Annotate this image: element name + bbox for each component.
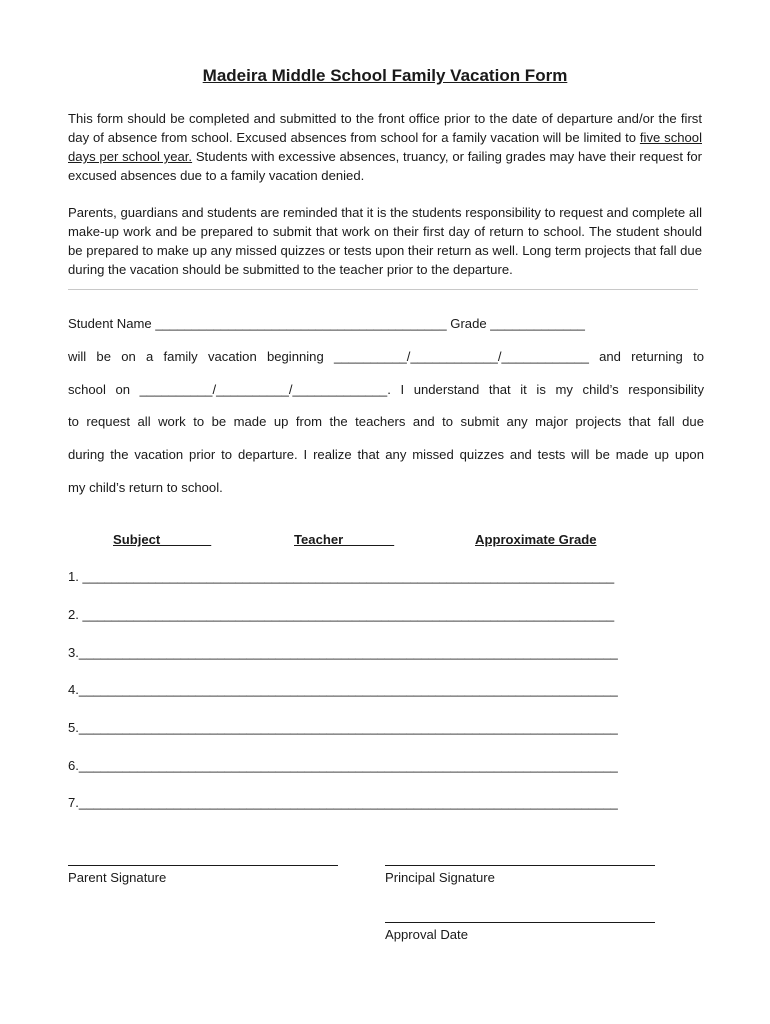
subject-row-1[interactable]: 1. _________________________________________________________________________ <box>68 569 615 584</box>
column-header-subject: Subject <box>113 532 212 547</box>
subject-row-6[interactable]: 6.__________________________________________________________________________ <box>68 758 618 773</box>
approval-date-label: Approval Date <box>385 927 468 942</box>
subject-row-7[interactable]: 7.__________________________________________________________________________ <box>68 795 618 810</box>
statement-line-3: my child’s return to school. <box>68 480 223 495</box>
form-title: Madeira Middle School Family Vacation Form <box>202 66 568 85</box>
parent-signature-line[interactable] <box>68 865 338 866</box>
vacation-begin-line[interactable]: will be on a family vacation beginning __________/____________/____________ and returning to <box>68 349 704 364</box>
return-date-line[interactable]: school on __________/__________/_____________. I understand that it is my child’s responsibility <box>68 382 704 397</box>
parent-signature-label: Parent Signature <box>68 870 167 885</box>
section-divider <box>68 289 698 290</box>
approval-date-line[interactable] <box>385 922 655 923</box>
column-header-approximate-grade: Approximate Grade <box>475 532 597 547</box>
student-name-grade-line[interactable]: Student Name ________________________________________ Grade _____________ <box>68 316 585 331</box>
subject-row-2[interactable]: 2. _________________________________________________________________________ <box>68 607 615 622</box>
intro-paragraph-1 <box>68 109 702 185</box>
absence-limit-text: five school days per school year. <box>68 130 702 164</box>
intro-paragraph-2: Parents, guardians and students are reminded that it is the students responsibility to request and complete all make-up work and be prepared to submit that work on their first day of return to school. The student should be prepared to make up any missed quizzes or tests upon their return as well. Long term projects that fall due during the vacation should be submitted to the teacher prior to the departure. <box>68 205 702 277</box>
subject-row-4[interactable]: 4.__________________________________________________________________________ <box>68 682 618 697</box>
subject-row-5[interactable]: 5.__________________________________________________________________________ <box>68 720 618 735</box>
statement-line-2: during the vacation prior to departure. I realize that any missed quizzes and tests will be made up upon <box>68 447 704 462</box>
subject-row-3[interactable]: 3.__________________________________________________________________________ <box>68 645 618 660</box>
intro-text-part-2: Students with excessive absences, truancy, or failing grades may have their request for excused absences due to a family vacation denied. <box>68 149 703 183</box>
principal-signature-line[interactable] <box>385 865 655 866</box>
intro-text-part-1: This form should be completed and submitted to the front office prior to the date of departure and/or the first day of absence from school. Excused absences from school for a family vacation will be limited to <box>68 111 702 145</box>
column-header-teacher: Teacher <box>294 532 395 547</box>
principal-signature-label: Principal Signature <box>385 870 495 885</box>
statement-line-1: to request all work to be made up from the teachers and to submit any major projects that fall due <box>68 414 704 429</box>
